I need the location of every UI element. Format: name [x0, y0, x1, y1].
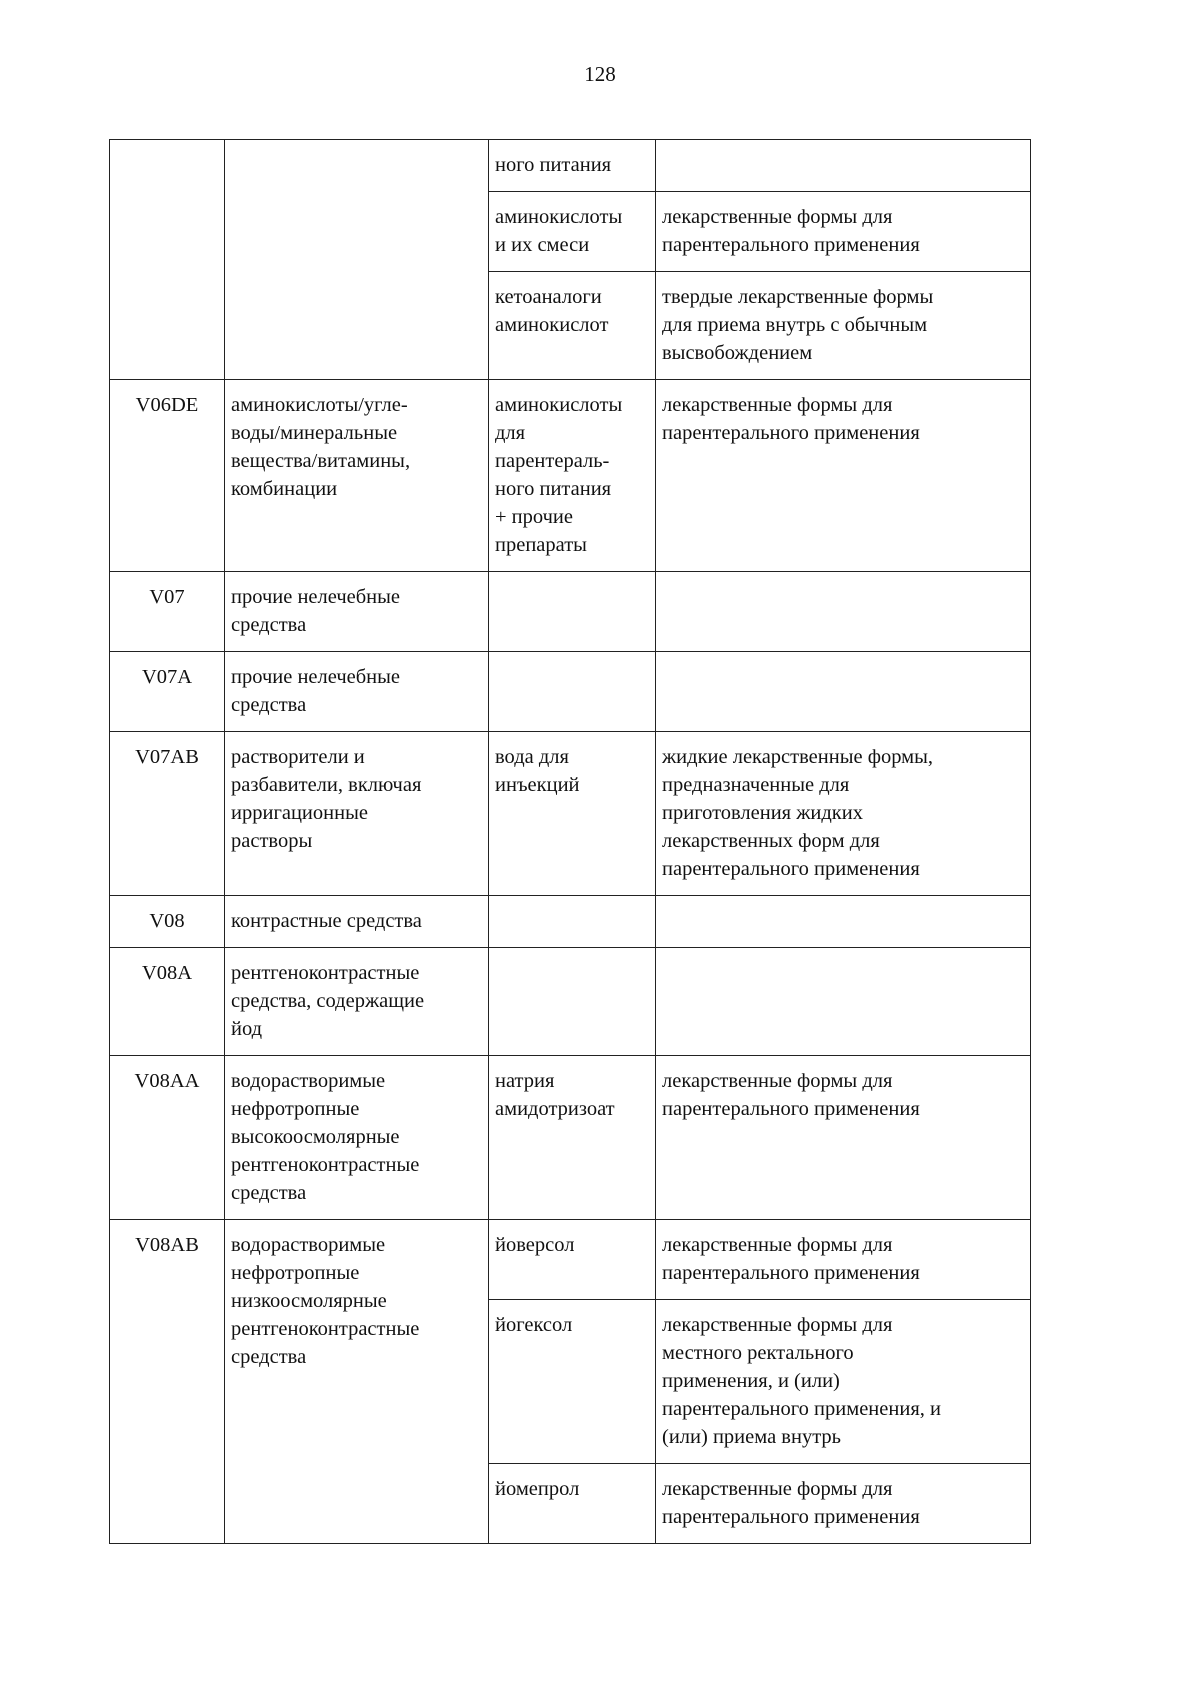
dosage-form: лекарственные формы для парентерального применения: [662, 206, 920, 256]
drug-name: йогексол: [495, 1314, 573, 1336]
form-cell: [656, 1464, 1031, 1544]
drug-name: кетоаналоги аминокислот: [495, 286, 609, 336]
drug-name: йомепрол: [495, 1478, 580, 1500]
group-name: рентгеноконтрастные средства, содержащие йод: [231, 962, 425, 1040]
drug-name: вода для инъекций: [495, 746, 580, 796]
group-cell: [225, 948, 489, 1056]
table-row: [110, 896, 1031, 948]
form-cell: [656, 732, 1031, 896]
table-row: [110, 732, 1031, 896]
group-cell: [225, 1220, 489, 1544]
code-cell: [110, 732, 225, 896]
atc-code: V08: [149, 910, 185, 932]
form-cell: [656, 272, 1031, 380]
atc-code: V07A: [141, 666, 193, 688]
code-cell: [110, 896, 225, 948]
form-cell: [656, 140, 1031, 192]
drug-cell: [489, 380, 656, 572]
drug-cell: [489, 1220, 656, 1300]
drug-cell: [489, 896, 656, 948]
code-cell: [110, 140, 225, 380]
code-cell: [110, 572, 225, 652]
group-cell: [225, 732, 489, 896]
group-cell: [225, 380, 489, 572]
group-name: контрастные средства: [231, 910, 422, 932]
table-row: [110, 652, 1031, 732]
dosage-form: лекарственные формы для парентерального применения: [662, 1070, 920, 1120]
drug-cell: [489, 1300, 656, 1464]
table-row: [110, 1220, 1031, 1300]
group-name: водорастворимые нефротропные низкоосмолярные рентгеноконтрастные средства: [231, 1234, 420, 1368]
drug-cell: [489, 948, 656, 1056]
form-cell: [656, 1220, 1031, 1300]
form-cell: [656, 192, 1031, 272]
atc-code: V06DE: [135, 394, 199, 416]
group-name: водорастворимые нефротропные высокоосмолярные рентгеноконтрастные средства: [231, 1070, 420, 1204]
dosage-form: лекарственные формы для парентерального применения: [662, 1478, 920, 1528]
form-cell: [656, 380, 1031, 572]
drug-classification-table: [109, 139, 1031, 1544]
drug-cell: [489, 140, 656, 192]
table-row: [110, 572, 1031, 652]
code-cell: [110, 948, 225, 1056]
code-cell: [110, 1220, 225, 1544]
drug-name: натрия амидотризоат: [495, 1070, 615, 1120]
form-cell: [656, 572, 1031, 652]
drug-cell: [489, 652, 656, 732]
atc-code: V08AA: [134, 1070, 200, 1092]
table-row: [110, 948, 1031, 1056]
form-cell: [656, 1056, 1031, 1220]
group-cell: [225, 572, 489, 652]
table-row: [110, 140, 1031, 192]
atc-code: V07: [149, 586, 185, 608]
group-name: аминокислоты/угле- воды/минеральные вещества/витамины, комбинации: [231, 394, 411, 500]
form-cell: [656, 948, 1031, 1056]
dosage-form: лекарственные формы для парентерального применения: [662, 394, 920, 444]
group-name: прочие нелечебные средства: [231, 586, 401, 636]
group-name: растворители и разбавители, включая ирригационные растворы: [231, 746, 422, 852]
dosage-form: лекарственные формы для местного ректального применения, и (или) парентерального применения, и (или) приема внутрь: [662, 1314, 941, 1448]
dosage-form: жидкие лекарственные формы, предназначенные для приготовления жидких лекарственных форм для парентерального применения: [662, 746, 934, 880]
drug-cell: [489, 272, 656, 380]
form-cell: [656, 1300, 1031, 1464]
code-cell: [110, 1056, 225, 1220]
group-cell: [225, 896, 489, 948]
group-cell: [225, 1056, 489, 1220]
code-cell: [110, 380, 225, 572]
code-cell: [110, 652, 225, 732]
drug-name: ного питания: [495, 154, 612, 176]
atc-code: V08AB: [135, 1234, 199, 1256]
drug-name: аминокислоты и их смеси: [495, 206, 623, 256]
drug-cell: [489, 572, 656, 652]
drug-cell: [489, 732, 656, 896]
drug-name: аминокислоты для парентераль- ного питания + прочие препараты: [495, 394, 623, 556]
drug-name: йоверсол: [495, 1234, 575, 1256]
atc-code: V07AB: [135, 746, 199, 768]
page-number: 128: [584, 62, 616, 86]
drug-cell: [489, 1464, 656, 1544]
table-row: [110, 380, 1031, 572]
form-cell: [656, 896, 1031, 948]
atc-code: V08A: [141, 962, 193, 984]
drug-cell: [489, 192, 656, 272]
dosage-form: лекарственные формы для парентерального применения: [662, 1234, 920, 1284]
form-cell: [656, 652, 1031, 732]
table-row: [110, 1056, 1031, 1220]
group-cell: [225, 652, 489, 732]
group-cell: [225, 140, 489, 380]
drug-cell: [489, 1056, 656, 1220]
dosage-form: твердые лекарственные формы для приема внутрь с обычным высвобождением: [662, 286, 934, 364]
group-name: прочие нелечебные средства: [231, 666, 401, 716]
